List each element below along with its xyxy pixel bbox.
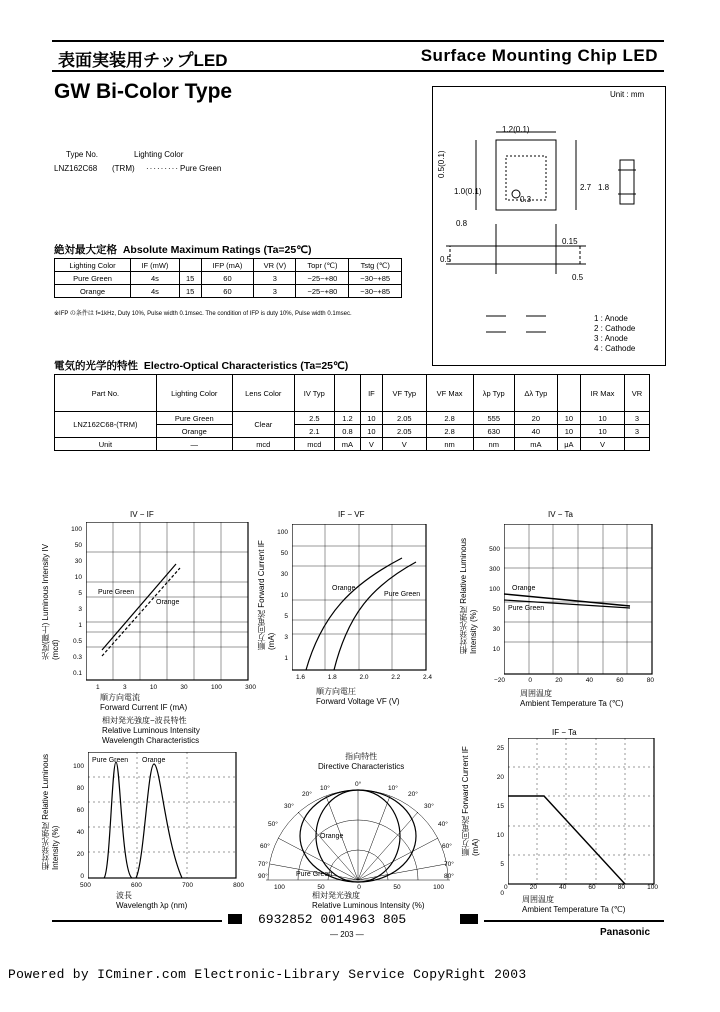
tick: 60 bbox=[588, 884, 596, 891]
g6-yticks bbox=[484, 734, 504, 908]
pin-item: 4 : Cathode bbox=[594, 344, 636, 353]
td: 10 bbox=[360, 425, 382, 438]
table-header-row bbox=[55, 259, 402, 272]
type-col2: Lighting Color bbox=[134, 150, 184, 159]
table-header-row bbox=[55, 375, 650, 412]
tick: 10 bbox=[496, 832, 504, 839]
th: IR Max bbox=[581, 375, 625, 412]
g2-yticks bbox=[270, 522, 288, 669]
dim-label: 2.7 bbox=[580, 183, 592, 192]
tick: 10 bbox=[74, 574, 82, 581]
tick: 3 bbox=[284, 634, 288, 641]
pin-name: Anode bbox=[604, 314, 628, 323]
abs-max-title-jp: 絶対最大定格 bbox=[54, 244, 117, 256]
pin-item: 2 : Cathode bbox=[594, 324, 636, 333]
td: 2.5 bbox=[294, 412, 334, 425]
td: — bbox=[156, 438, 232, 451]
g6-xlabel-jp: 周囲温度 bbox=[522, 895, 554, 904]
g6-derating-curve bbox=[508, 796, 625, 884]
g4-title-en2: Wavelength Characteristics bbox=[102, 736, 200, 745]
g1-ylabel-en: Luminous Intensity IV (mcd) bbox=[41, 543, 60, 660]
tick: 10 bbox=[149, 684, 158, 691]
tick: 100 bbox=[71, 526, 82, 533]
angle-label: 20° bbox=[408, 791, 418, 798]
td: Unit bbox=[55, 438, 157, 451]
pin-name: Anode bbox=[604, 334, 628, 343]
g1-legend: Pure Green bbox=[98, 589, 135, 596]
th: Topr (℃) bbox=[296, 259, 349, 272]
tick: 5 bbox=[78, 590, 82, 597]
dim-label: 1.8 bbox=[598, 183, 610, 192]
type-suffix: (TRM) bbox=[112, 164, 135, 173]
tick: 300 bbox=[245, 684, 256, 691]
dim-label: 1.0(0.1) bbox=[454, 187, 482, 196]
g5-legend: Orange bbox=[320, 833, 344, 840]
g1-series-orange bbox=[102, 568, 180, 656]
tick: 0 bbox=[528, 677, 532, 684]
th bbox=[557, 375, 580, 412]
tick: −20 bbox=[494, 677, 506, 684]
th: IF (mW) bbox=[131, 259, 180, 272]
td: 2.8 bbox=[426, 425, 473, 438]
header-bar bbox=[52, 40, 664, 72]
tick: 100 bbox=[73, 763, 84, 770]
tick: 1.6 bbox=[296, 674, 306, 681]
g3-xlabel-en: Ambient Temperature Ta (℃) bbox=[520, 699, 624, 708]
tick: 30 bbox=[74, 558, 82, 565]
td: 1.2 bbox=[334, 412, 360, 425]
td: 10 bbox=[557, 425, 580, 438]
tick: 40 bbox=[559, 884, 567, 891]
header-en: Surface Mounting Chip LED bbox=[420, 46, 658, 65]
tick: 80 bbox=[646, 677, 654, 684]
g4-xlabel-en: Wavelength λp (nm) bbox=[116, 901, 188, 910]
tick: 3 bbox=[78, 606, 82, 613]
tick: 100 bbox=[489, 586, 500, 593]
page-title: GW Bi-Color Type bbox=[54, 80, 233, 103]
g2-legend: Orange bbox=[332, 585, 356, 592]
barcode-block-right bbox=[460, 914, 478, 924]
tick: 10 bbox=[280, 592, 288, 599]
tick: 100 bbox=[277, 529, 288, 536]
td: −30~+85 bbox=[349, 272, 402, 285]
tick: 0 bbox=[80, 873, 84, 880]
bottom-rule-right bbox=[484, 920, 664, 922]
g5-legend: Pure Green bbox=[296, 871, 333, 878]
angle-label: 50° bbox=[268, 821, 278, 828]
g2-series-pure-green bbox=[334, 562, 416, 670]
g4-series-pure-green bbox=[104, 762, 132, 878]
angle-label: 60° bbox=[442, 843, 452, 850]
td: V bbox=[382, 438, 426, 451]
g1-title: IV − IF bbox=[130, 510, 154, 519]
td: V bbox=[581, 438, 625, 451]
th: Part No. bbox=[55, 375, 157, 412]
tick: 50 bbox=[492, 606, 500, 613]
tick: 50 bbox=[74, 542, 82, 549]
pin-name: Cathode bbox=[605, 344, 636, 353]
type-dots: ········· bbox=[146, 164, 179, 173]
tick: 500 bbox=[489, 546, 500, 553]
tick: 2.2 bbox=[391, 674, 401, 681]
td: 0.8 bbox=[334, 425, 360, 438]
table-row bbox=[55, 285, 402, 298]
header-jp: 表面実装用チップLED bbox=[58, 51, 228, 70]
g6-ylabel-en: Forward Current IF (mA) bbox=[461, 746, 480, 856]
g5-title-jp: 指向特性 bbox=[345, 752, 378, 761]
brand-logo: Panasonic bbox=[600, 927, 651, 938]
tick: 5 bbox=[500, 861, 504, 868]
pin-item: 3 : Anode bbox=[594, 334, 628, 343]
tick: 500 bbox=[80, 882, 91, 889]
td: 2.1 bbox=[294, 425, 334, 438]
g2-xlabel-en: Forward Voltage VF (V) bbox=[316, 697, 400, 706]
tick: 25 bbox=[496, 745, 504, 752]
g4-xlabel bbox=[116, 890, 187, 910]
tick: 1 bbox=[78, 622, 82, 629]
g3-title: IV − Ta bbox=[548, 510, 573, 519]
tick: 0.3 bbox=[72, 654, 82, 661]
td: 2.05 bbox=[382, 425, 426, 438]
th: Lighting Color bbox=[156, 375, 232, 412]
tick: 40 bbox=[585, 677, 593, 684]
g4-ylabel-en: Relative Luminous Intensity (%) bbox=[41, 753, 60, 870]
g5-xlabel bbox=[312, 890, 425, 910]
td: −25~+80 bbox=[296, 272, 349, 285]
graph-directive bbox=[258, 772, 458, 884]
table-row bbox=[55, 438, 650, 451]
td: nm bbox=[426, 438, 473, 451]
angle-label: 70° bbox=[258, 861, 268, 868]
g3-legend: Orange bbox=[512, 585, 536, 592]
abs-max-note: ※IFP の条件は f=1kHz, Duty 10%, Pulse width 0.1msec. The condition of IFP is duty 10%, Pulse width 0.1msec. bbox=[54, 311, 352, 317]
td: 2.05 bbox=[382, 412, 426, 425]
angle-label: 30° bbox=[284, 803, 294, 810]
pin-num: 2 bbox=[594, 324, 599, 333]
tick: 2.0 bbox=[359, 674, 369, 681]
td: 2.8 bbox=[426, 412, 473, 425]
tick: 1 bbox=[284, 655, 288, 662]
td: Clear bbox=[232, 412, 294, 438]
td: 3 bbox=[254, 272, 296, 285]
td: LNZ162C68-(TRM) bbox=[55, 412, 157, 438]
th: VF Typ bbox=[382, 375, 426, 412]
tick: 0.5 bbox=[72, 638, 82, 645]
td: 20 bbox=[514, 412, 557, 425]
th: VR (V) bbox=[254, 259, 296, 272]
tick: 0 bbox=[357, 884, 361, 891]
g6-xlabel bbox=[522, 894, 625, 914]
td: 555 bbox=[473, 412, 514, 425]
tick: 20 bbox=[76, 851, 84, 858]
td: nm bbox=[473, 438, 514, 451]
g4-legend: Orange bbox=[142, 757, 166, 764]
th: Lighting Color bbox=[55, 259, 131, 272]
g4-series-orange bbox=[136, 764, 182, 878]
eo-title bbox=[54, 358, 348, 373]
td: −25~+80 bbox=[296, 285, 349, 298]
dim-label: 0.5 bbox=[440, 255, 452, 264]
unit-label: Unit : mm bbox=[610, 90, 645, 99]
abs-max-title bbox=[54, 242, 312, 257]
g2-ylabel bbox=[256, 540, 276, 650]
g4-title bbox=[102, 716, 200, 746]
th: VR bbox=[625, 375, 650, 412]
th: Lens Color bbox=[232, 375, 294, 412]
g2-title: IF − VF bbox=[338, 510, 365, 519]
td: 630 bbox=[473, 425, 514, 438]
tick: 60 bbox=[616, 677, 624, 684]
graph-iv-if bbox=[86, 522, 250, 682]
g3-ylabel bbox=[458, 534, 478, 654]
td: Pure Green bbox=[156, 412, 232, 425]
th: IFP (mA) bbox=[201, 259, 254, 272]
g4-title-en1: Relative Luminous Intensity bbox=[102, 726, 200, 735]
td: 10 bbox=[557, 412, 580, 425]
tick: 3 bbox=[122, 684, 127, 691]
td: 15 bbox=[179, 285, 201, 298]
g2-xlabel bbox=[316, 686, 400, 706]
th: IF bbox=[360, 375, 382, 412]
td bbox=[625, 438, 650, 451]
g4-xlabel-jp: 波長 bbox=[116, 891, 132, 900]
angle-label: 70° bbox=[444, 861, 454, 868]
g5-xlabel-jp: 相対発光強度 bbox=[312, 891, 360, 900]
g3-xlabel-jp: 周囲温度 bbox=[520, 689, 552, 698]
g3-ylabel-en: Relative Luminous Intensity (%) bbox=[459, 537, 478, 654]
td: mcd bbox=[232, 438, 294, 451]
g2-xlabel-jp: 順方向電圧 bbox=[316, 687, 356, 696]
tick: 10 bbox=[492, 646, 500, 653]
tick: 30 bbox=[492, 626, 500, 633]
td: μA bbox=[557, 438, 580, 451]
g3-ylabel-jp: 相対発光強度 bbox=[459, 606, 468, 654]
angle-label: 90° bbox=[258, 873, 268, 880]
tick: 0.1 bbox=[72, 670, 82, 677]
type-col1: Type No. bbox=[66, 150, 99, 159]
th: Tstg (℃) bbox=[349, 259, 402, 272]
type-color: Pure Green bbox=[180, 164, 222, 173]
pin-item: 1 : Anode bbox=[594, 314, 628, 323]
g2-series-orange bbox=[306, 558, 402, 670]
g4-title-jp: 相対発光強度−波長特性 bbox=[102, 716, 187, 725]
tick: 20 bbox=[555, 677, 563, 684]
pin-num: 3 bbox=[594, 334, 599, 343]
g2-xticks bbox=[296, 674, 432, 681]
td: V bbox=[360, 438, 382, 451]
table-row bbox=[55, 412, 650, 425]
tick: 80 bbox=[617, 884, 625, 891]
g5-title bbox=[318, 752, 404, 772]
td: 10 bbox=[581, 412, 625, 425]
g1-ylabel-jp: 光度(輝上) bbox=[41, 622, 50, 660]
barcode-block bbox=[228, 914, 242, 924]
th bbox=[334, 375, 360, 412]
pin-list bbox=[594, 314, 635, 354]
pin-name: Cathode bbox=[605, 324, 636, 333]
tick: 1 bbox=[96, 684, 100, 691]
g6-title: IF − Ta bbox=[552, 728, 577, 737]
tick: 800 bbox=[233, 882, 244, 889]
tick: 30 bbox=[180, 684, 188, 691]
td: Orange bbox=[156, 425, 232, 438]
graph-wavelength bbox=[88, 752, 238, 880]
td: 60 bbox=[201, 272, 254, 285]
tick: 600 bbox=[131, 882, 142, 889]
g1-yticks bbox=[60, 522, 82, 682]
g1-xlabel bbox=[100, 692, 187, 712]
g2-legend: Pure Green bbox=[384, 591, 421, 598]
td: 60 bbox=[201, 285, 254, 298]
dim-label: 0.15 bbox=[562, 237, 578, 246]
tick: 15 bbox=[496, 803, 504, 810]
tick: 2.4 bbox=[422, 674, 432, 681]
tick: 50 bbox=[317, 884, 325, 891]
dim-label: 0.5(0.1) bbox=[437, 150, 446, 178]
g3-yticks bbox=[478, 540, 500, 660]
dim-label: 0.8 bbox=[456, 219, 468, 228]
bottom-rule-left bbox=[52, 920, 222, 922]
angle-label: 60° bbox=[260, 843, 270, 850]
g4-xticks bbox=[80, 882, 244, 889]
td: 4s bbox=[131, 272, 180, 285]
tick: 60 bbox=[76, 807, 84, 814]
g6-xlabel-en: Ambient Temperature Ta (℃) bbox=[522, 905, 626, 914]
g6-ylabel bbox=[460, 746, 480, 856]
tick: 0 bbox=[500, 890, 504, 897]
td: mA bbox=[514, 438, 557, 451]
graph-if-vf bbox=[292, 524, 428, 672]
angle-label: 20° bbox=[302, 791, 312, 798]
g2-ylabel-jp: 順方向電流 bbox=[257, 610, 266, 650]
dim-label: 0.3 bbox=[520, 195, 532, 204]
barcode-text: 6932852 0014963 805 bbox=[258, 912, 407, 927]
tick: 20 bbox=[496, 774, 504, 781]
abs-max-table bbox=[54, 258, 402, 298]
g1-xlabel-en: Forward Current IF (mA) bbox=[100, 703, 188, 712]
eo-table bbox=[54, 374, 650, 451]
th: Δλ Typ bbox=[514, 375, 557, 412]
td: 4s bbox=[131, 285, 180, 298]
footer-credit: Powered by ICminer.com Electronic-Library Service CopyRight 2003 bbox=[8, 967, 527, 982]
td: 3 bbox=[254, 285, 296, 298]
td: mcd bbox=[294, 438, 334, 451]
g1-ylabel bbox=[40, 540, 60, 660]
g3-legend: Pure Green bbox=[508, 605, 545, 612]
g3-xlabel bbox=[520, 688, 623, 708]
tick: 5 bbox=[284, 613, 288, 620]
td: mA bbox=[334, 438, 360, 451]
g4-legend: Pure Green bbox=[92, 757, 129, 764]
g1-xlabel-jp: 順方向電流 bbox=[100, 693, 140, 702]
eo-title-en: Electro-Optical Characteristics (Ta=25℃) bbox=[143, 360, 349, 372]
tick: 20 bbox=[529, 884, 537, 891]
angle-label: 10° bbox=[388, 785, 398, 792]
pin-num: 1 bbox=[594, 314, 599, 323]
tick: 30 bbox=[280, 571, 288, 578]
g1-legend: Orange bbox=[156, 599, 180, 606]
tick: 300 bbox=[489, 566, 500, 573]
th: VF Max bbox=[426, 375, 473, 412]
td: −30~+85 bbox=[349, 285, 402, 298]
tick: 100 bbox=[647, 884, 658, 891]
td: 40 bbox=[514, 425, 557, 438]
dim-label: 1.2(0.1) bbox=[502, 125, 530, 134]
tick: 50 bbox=[393, 884, 401, 891]
tick: 700 bbox=[182, 882, 193, 889]
g4-yticks bbox=[62, 756, 84, 888]
page-number: — 203 — bbox=[330, 930, 364, 939]
g3-xticks bbox=[494, 677, 654, 684]
g1-xticks bbox=[96, 684, 256, 691]
type-no: LNZ162C68 bbox=[54, 164, 98, 173]
tick: 100 bbox=[274, 884, 285, 891]
td: 15 bbox=[179, 272, 201, 285]
th: IV Typ bbox=[294, 375, 334, 412]
td: 3 bbox=[625, 425, 650, 438]
angle-label: 10° bbox=[320, 785, 330, 792]
td: Pure Green bbox=[55, 272, 131, 285]
tick: 100 bbox=[433, 884, 444, 891]
graph-if-ta bbox=[508, 738, 656, 886]
td: Orange bbox=[55, 285, 131, 298]
tick: 80 bbox=[76, 785, 84, 792]
dimension-drawing bbox=[436, 104, 660, 344]
abs-max-title-en: Absolute Maximum Ratings (Ta=25℃) bbox=[122, 244, 312, 256]
table-row bbox=[55, 272, 402, 285]
angle-label: 40° bbox=[438, 821, 448, 828]
dim-label: 0.5 bbox=[572, 273, 584, 282]
td: 10 bbox=[360, 412, 382, 425]
g6-ylabel-jp: 順方向電流 bbox=[461, 816, 470, 856]
angle-label: 30° bbox=[424, 803, 434, 810]
g4-ylabel bbox=[40, 750, 60, 870]
angle-label: 0° bbox=[355, 781, 362, 788]
th: λp Typ bbox=[473, 375, 514, 412]
graph-iv-ta bbox=[504, 524, 654, 676]
tick: 40 bbox=[76, 829, 84, 836]
th bbox=[179, 259, 201, 272]
g5-xlabel-en: Relative Luminous Intensity (%) bbox=[312, 901, 425, 910]
g6-xticks bbox=[504, 884, 658, 891]
g2-ylabel-en: Forward Current IF (mA) bbox=[257, 540, 276, 650]
tick: 100 bbox=[210, 684, 222, 691]
tick: 1.8 bbox=[327, 674, 337, 681]
tick: 0 bbox=[504, 884, 508, 891]
angle-label: 80° bbox=[444, 873, 454, 880]
tick: 50 bbox=[280, 550, 288, 557]
eo-title-jp: 電気的光学的特性 bbox=[54, 360, 138, 372]
g5-title-en: Directive Characteristics bbox=[318, 762, 405, 771]
td: 3 bbox=[625, 412, 650, 425]
pin-num: 4 bbox=[594, 344, 599, 353]
g4-ylabel-jp: 相対発光強度 bbox=[41, 822, 50, 870]
td: 10 bbox=[581, 425, 625, 438]
